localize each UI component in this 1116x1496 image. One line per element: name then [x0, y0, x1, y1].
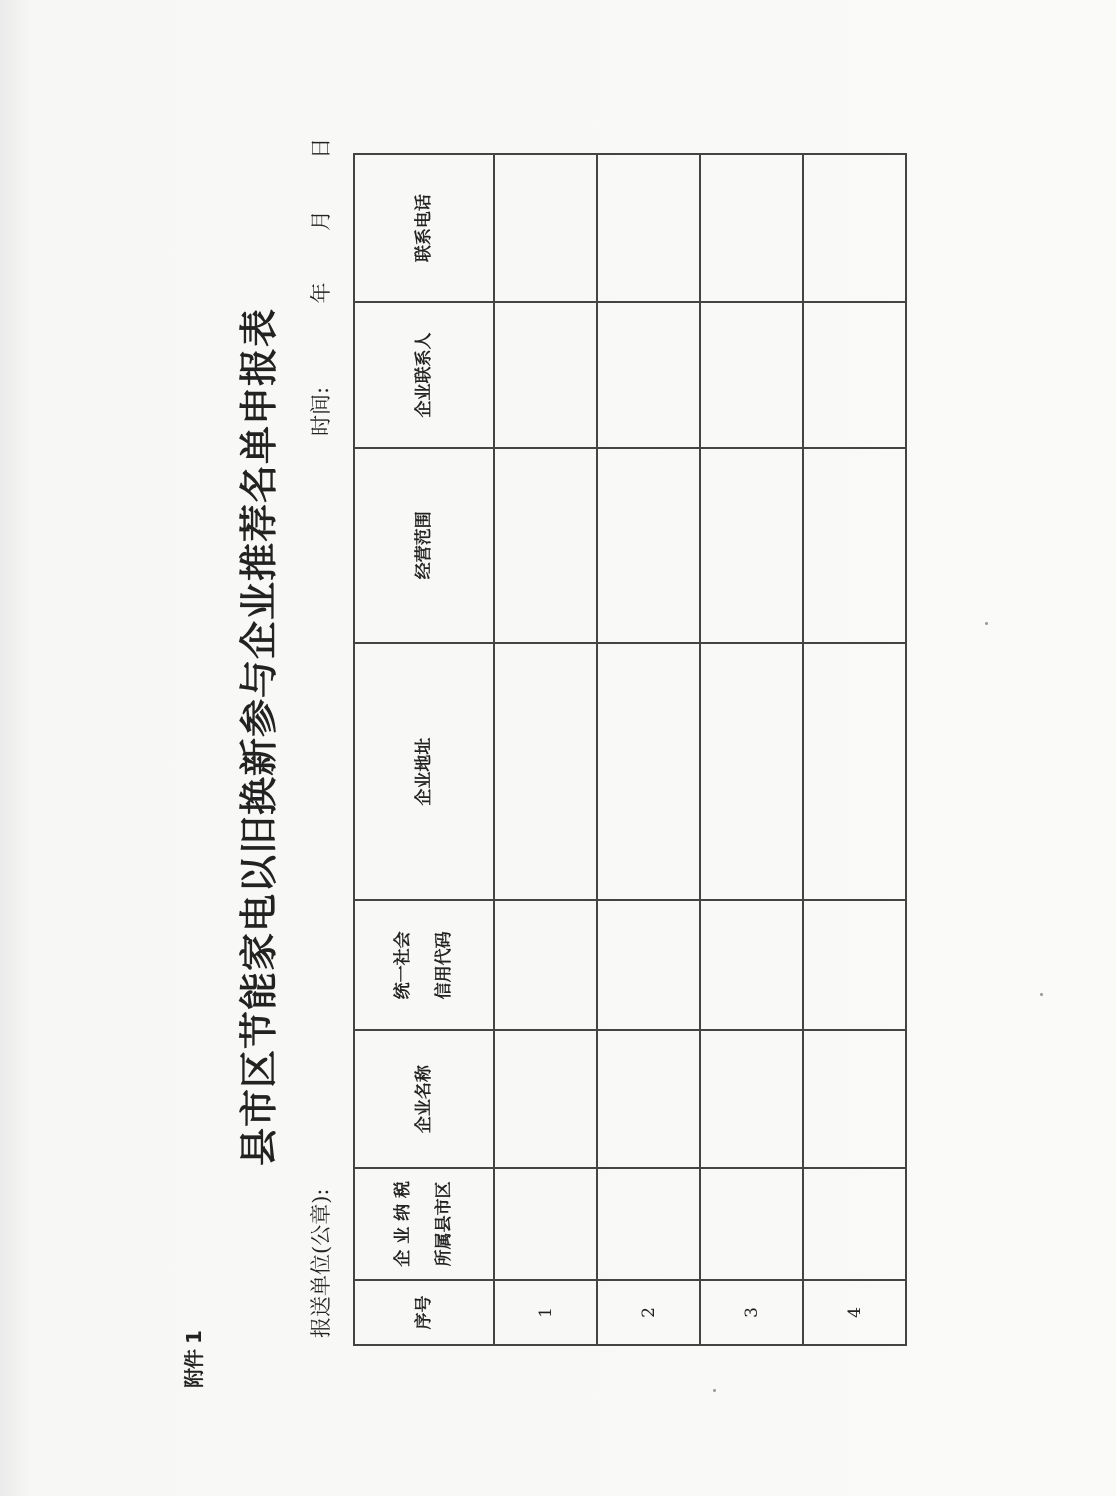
- table-cell[interactable]: [803, 448, 906, 643]
- table-cell[interactable]: [597, 643, 700, 900]
- table-row: [597, 154, 700, 1345]
- table-cell[interactable]: [700, 1168, 803, 1280]
- scan-speck: [713, 1389, 716, 1392]
- table-cell[interactable]: [597, 302, 700, 447]
- table-cell[interactable]: [700, 302, 803, 447]
- header-index: 序号: [354, 1280, 494, 1345]
- table-row: [494, 154, 597, 1345]
- table-cell[interactable]: [494, 1168, 597, 1280]
- row-index: 3: [700, 1280, 803, 1345]
- table-cell[interactable]: [597, 900, 700, 1030]
- header-business-scope: 经营范围: [354, 448, 494, 643]
- table-cell[interactable]: [494, 900, 597, 1030]
- date-month: 月: [309, 210, 333, 232]
- table-cell[interactable]: [700, 1031, 803, 1168]
- table-cell[interactable]: [803, 643, 906, 900]
- table-cell[interactable]: [494, 1031, 597, 1168]
- table-cell[interactable]: [803, 302, 906, 447]
- table-cell[interactable]: [494, 302, 597, 447]
- table-cell[interactable]: [494, 448, 597, 643]
- table-cell[interactable]: [494, 643, 597, 900]
- header-credit-code-line1: 统一社会: [393, 931, 414, 1000]
- row-index: 1: [494, 1280, 597, 1345]
- table-cell[interactable]: [597, 1168, 700, 1280]
- reporting-unit-label: 报送单位(公章):: [309, 1188, 333, 1338]
- table-cell[interactable]: [803, 154, 906, 302]
- header-credit-code: [354, 900, 494, 1030]
- table-cell[interactable]: [597, 154, 700, 302]
- date-day: 日: [309, 137, 333, 159]
- date-year: 年: [309, 282, 333, 304]
- header-credit-code-line2: 信用代码: [434, 931, 454, 1000]
- table-cell[interactable]: [803, 1031, 906, 1168]
- scan-speck: [985, 622, 988, 625]
- header-company-address: 企业地址: [354, 643, 494, 900]
- header-contact-phone: 联系电话: [354, 154, 494, 302]
- table-header-row: [354, 154, 494, 1345]
- date-label: 时间:: [309, 386, 333, 436]
- table-row: [700, 154, 803, 1345]
- row-index: 4: [803, 1280, 906, 1345]
- table-cell[interactable]: [700, 154, 803, 302]
- nomination-table: [353, 153, 907, 1346]
- table-cell[interactable]: [597, 448, 700, 643]
- table-cell[interactable]: [803, 900, 906, 1030]
- table-cell[interactable]: [700, 448, 803, 643]
- table-cell[interactable]: [494, 154, 597, 302]
- header-tax-district: [354, 1168, 494, 1280]
- table-cell[interactable]: [803, 1168, 906, 1280]
- table-cell[interactable]: [597, 1031, 700, 1168]
- header-tax-district-line2: 所属县市区: [434, 1181, 454, 1267]
- table-cell[interactable]: [700, 643, 803, 900]
- annex-label: 附件 1: [182, 1331, 206, 1388]
- page-title: 县市区节能家电以旧换新参与企业推荐名单申报表: [237, 307, 281, 1166]
- row-index: 2: [597, 1280, 700, 1345]
- header-tax-district-line1: 企 业 纳 税: [393, 1180, 414, 1267]
- report-date: [305, 138, 335, 436]
- header-company-name: 企业名称: [354, 1031, 494, 1168]
- scan-speck: [1040, 993, 1043, 996]
- table-row: [803, 154, 906, 1345]
- header-contact-person: 企业联系人: [354, 302, 494, 447]
- table-cell[interactable]: [700, 900, 803, 1030]
